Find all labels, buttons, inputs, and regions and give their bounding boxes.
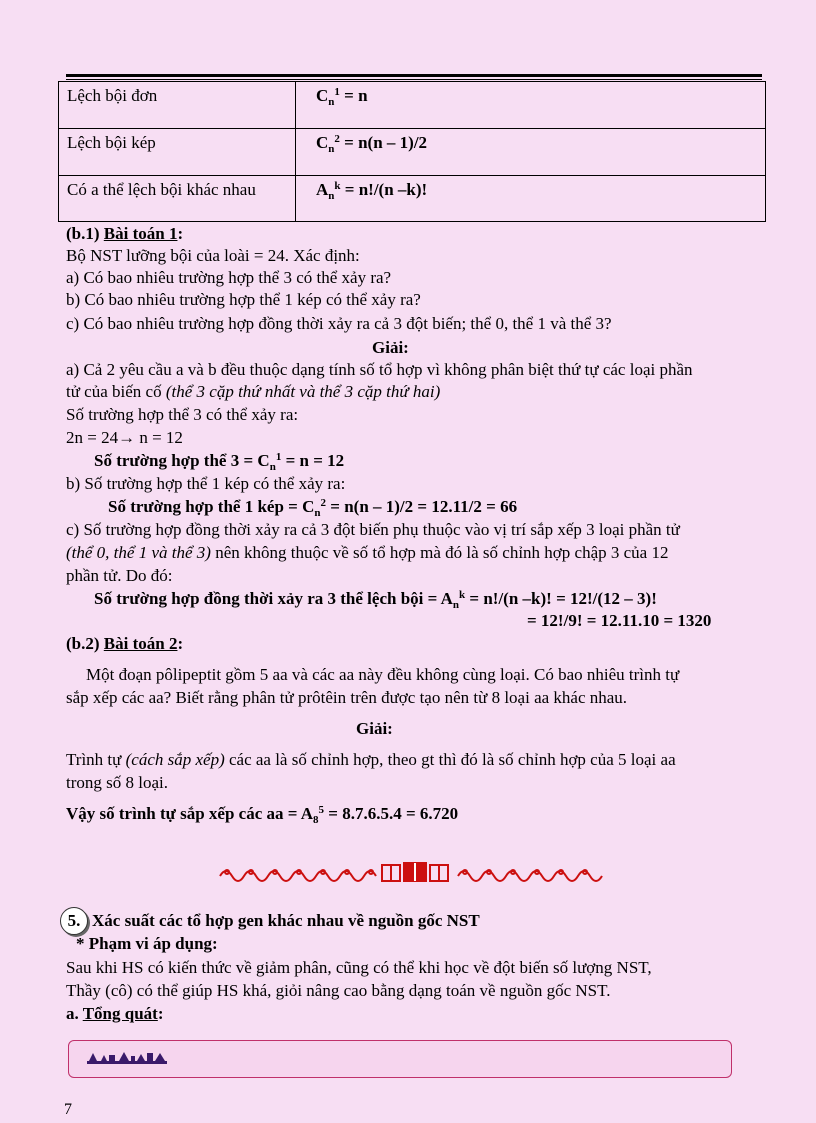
ornament-right-scroll xyxy=(458,870,602,881)
problem2-heading: (b.2) Bài toán 2: xyxy=(66,634,184,653)
solution-label: Giải: xyxy=(372,338,409,357)
solution-c-line2: (thể 0, thể 1 và thể 3) nên không thuộc về số tổ hợp mà đó là số chỉnh hợp chập 3 của 12 xyxy=(66,543,669,562)
table-cell-formula: $A_n^k = n!/(n$ –k)! xyxy=(296,176,766,222)
solution-c-line3: phần tử. Do đó: xyxy=(66,566,173,585)
ornament-left-scroll xyxy=(220,870,376,881)
problem2-solution-line2: trong số 8 loại. xyxy=(66,773,168,792)
solution-label-2: Giải: xyxy=(356,719,393,738)
general-subheading: a. Tổng quát: xyxy=(66,1004,164,1023)
header-rule-thick xyxy=(66,74,762,77)
problem1-question-c: c) Có bao nhiêu trường hợp đồng thời xảy ra cả 3 đột biến; thể 0, thể 1 và thể 3? xyxy=(66,314,612,333)
result-c-line2: = 12!/9! = 12.11.10 = 1320 xyxy=(527,611,712,630)
problem1-line: Bộ NST lưỡng bội của loài = 24. Xác định: xyxy=(66,246,360,265)
table-cell-label: Lệch bội kép xyxy=(59,129,296,176)
table-row xyxy=(59,176,766,222)
table-cell-formula: $C_n^1 = n$ xyxy=(296,82,766,129)
section5-paragraph-line2: Thầy (cô) có thể giúp HS khá, giỏi nâng cao bằng dạng toán về nguồn gốc NST. xyxy=(66,981,611,1000)
formula-table xyxy=(58,81,766,222)
book-icon xyxy=(382,863,448,881)
solution-b-line1: b) Số trường hợp thể 1 kép có thể xảy ra: xyxy=(66,474,346,493)
result-a: Số trường hợp thể $3 = C_n^1 = n = 12$ xyxy=(94,451,345,473)
section5-paragraph-line1: Sau khi HS có kiến thức về giảm phân, cũng có thể khi học về đột biến số lượng NST, xyxy=(66,958,652,977)
solution-a-line4: 2n = 24→ n = 12 xyxy=(66,428,183,447)
problem1-question-a: a) Có bao nhiêu trường hợp thể 3 có thể xảy ra? xyxy=(66,268,392,287)
header-rule-thin xyxy=(66,79,762,80)
page-number: 7 xyxy=(64,1101,72,1118)
problem1-heading: (b.1) Bài toán 1: xyxy=(66,224,184,243)
table-cell-label: Lệch bội đơn xyxy=(59,82,296,129)
general-formula-box xyxy=(68,1040,732,1078)
solution-a-line1: a) Cả 2 yêu cầu a và b đều thuộc dạng tính số tổ hợp vì không phân biệt thứ tự các loại phần xyxy=(66,360,693,379)
problem2-result: Vậy số trình tự sắp xếp các aa = $A_8^5 = 8.7.6.5.4 = 6.720$ xyxy=(66,804,459,826)
table-row xyxy=(59,129,766,176)
table-cell-label: Có a thể lệch bội khác nhau xyxy=(59,176,296,222)
decorative-strip-icon xyxy=(87,1051,167,1067)
solution-a-line2: tử của biến cố (thể 3 cặp thứ nhất và thể 3 cặp thứ hai) xyxy=(66,382,441,401)
table-cell-formula: $C_n^2 = n(n - 1)/2$ xyxy=(296,129,766,176)
problem1-question-b: b) Có bao nhiêu trường hợp thể 1 kép có thể xảy ra? xyxy=(66,290,421,309)
problem2-line1: Một đoạn pôlipeptit gồm 5 aa và các aa này đều không cùng loại. Có bao nhiêu trình tự xyxy=(86,665,680,684)
section5-title: Xác suất các tổ hợp gen khác nhau về nguồn gốc NST xyxy=(92,911,480,930)
problem2-solution-line1: Trình tự (cách sắp xếp) các aa là số chỉnh hợp, theo gt thì đó là số chỉnh hợp của 5 loại aa xyxy=(66,750,676,769)
solution-a-line3: Số trường hợp thể 3 có thể xảy ra: xyxy=(66,405,299,424)
section-number-badge: 5. xyxy=(60,907,88,935)
problem2-line2: sắp xếp các aa? Biết rằng phân tử prôtêin trên được tạo nên từ 8 loại aa khác nhau. xyxy=(66,688,628,707)
result-b: Số trường hợp thể 1 kép = $C_n^2 = n(n - 1)/2 = 12.11/2 = 66$ xyxy=(108,497,518,519)
table-row xyxy=(59,82,766,129)
scope-heading: * Phạm vi áp dụng: xyxy=(76,934,218,953)
solution-c-line1: c) Số trường hợp đồng thời xảy ra cả 3 đột biến phụ thuộc vào vị trí sắp xếp 3 loại phần tử xyxy=(66,520,680,539)
result-c: Số trường hợp đồng thời xảy ra 3 thể lệch bội = $A_n^k = n!/(n$ –k)! = 12!/(12 – 3)! xyxy=(94,589,657,611)
ornament-divider xyxy=(218,862,610,884)
